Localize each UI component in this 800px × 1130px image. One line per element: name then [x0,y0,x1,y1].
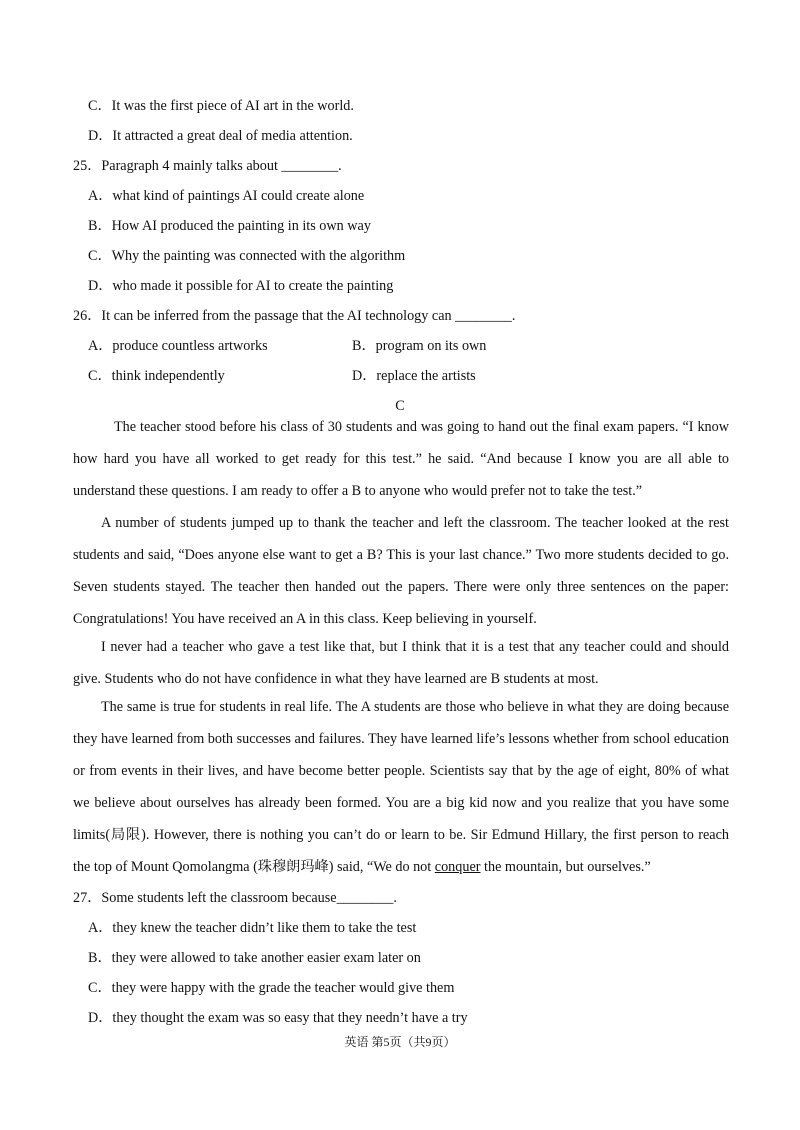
q26-option-b: B．program on its own [352,338,487,354]
q27-option-a: A．they knew the teacher didn’t like them to take the test [88,920,417,936]
q24-option-d: D．It attracted a great deal of media attention. [88,128,353,144]
q27-option-b: B．they were allowed to take another easier exam later on [88,950,421,966]
passage-paragraph-3: I never had a teacher who gave a test like that, but I think that it is a test that any teacher could and should give. Students who do not have confidence in what they have learned are B students at most. [73,639,729,687]
q27-stem: 27．Some students left the classroom because________. [73,890,397,906]
q24-option-c: C．It was the first piece of AI art in the world. [88,98,354,114]
q26-option-a: A．produce countless artworks [88,338,268,354]
q25-option-d: D．who made it possible for AI to create the painting [88,278,394,294]
page-footer: 英语 第5页（共9页） [344,1035,456,1049]
passage-paragraph-4 [73,691,729,883]
q25-option-a: A．what kind of paintings AI could create alone [88,188,365,204]
paragraph-4-text: The same is true for students in real life. The A students are those who believe in what they are doing because they have learned from both successes and failures. They have learned life’s lessons whether from school education or from events in their lives, and have become better people. Scientists say that by the age of eight, 80% of what we believe about ourselves has already been formed. You are a big kid now and you realize that you have some limits(局限). However, there is nothing you can’t do or learn to be. Sir Edmund Hillary, the first person to reach the top of Mount Qomolangma (珠穆朗玛峰) said, “We do not [73,699,729,875]
paragraph-4-ending: the mountain, but ourselves.” [480,859,651,875]
q26-stem: 26．It can be inferred from the passage that the AI technology can ________. [73,308,516,324]
q25-option-b: B．How AI produced the painting in its own way [88,218,371,234]
q26-option-c: C．think independently [88,368,225,384]
q27-option-c: C．they were happy with the grade the teacher would give them [88,980,455,996]
passage-paragraph-2: A number of students jumped up to thank the teacher and left the classroom. The teacher looked at the rest students and said, “Does anyone else want to get a B? This is your last chance.” Two more students decided to go. Seven students stayed. The teacher then handed out the papers. There were only three sentences on the paper: Congratulations! You have received an A in this class. Keep believing in yourself. [73,515,729,627]
q25-stem: 25．Paragraph 4 mainly talks about ________. [73,158,342,174]
q27-option-d: D．they thought the exam was so easy that they needn’t have a try [88,1010,468,1026]
passage-paragraph-1: The teacher stood before his class of 30 students and was going to hand out the final exam papers. “I know how hard you have all worked to get ready for this test.” he said. “And because I know you are all able to understand these questions. I am ready to offer a B to anyone who would prefer not to take the test.” [73,419,729,499]
section-heading: C [395,398,405,414]
q25-option-c: C．Why the painting was connected with the algorithm [88,248,406,264]
underlined-word: conquer [434,859,481,875]
q26-option-d: D．replace the artists [352,368,476,384]
